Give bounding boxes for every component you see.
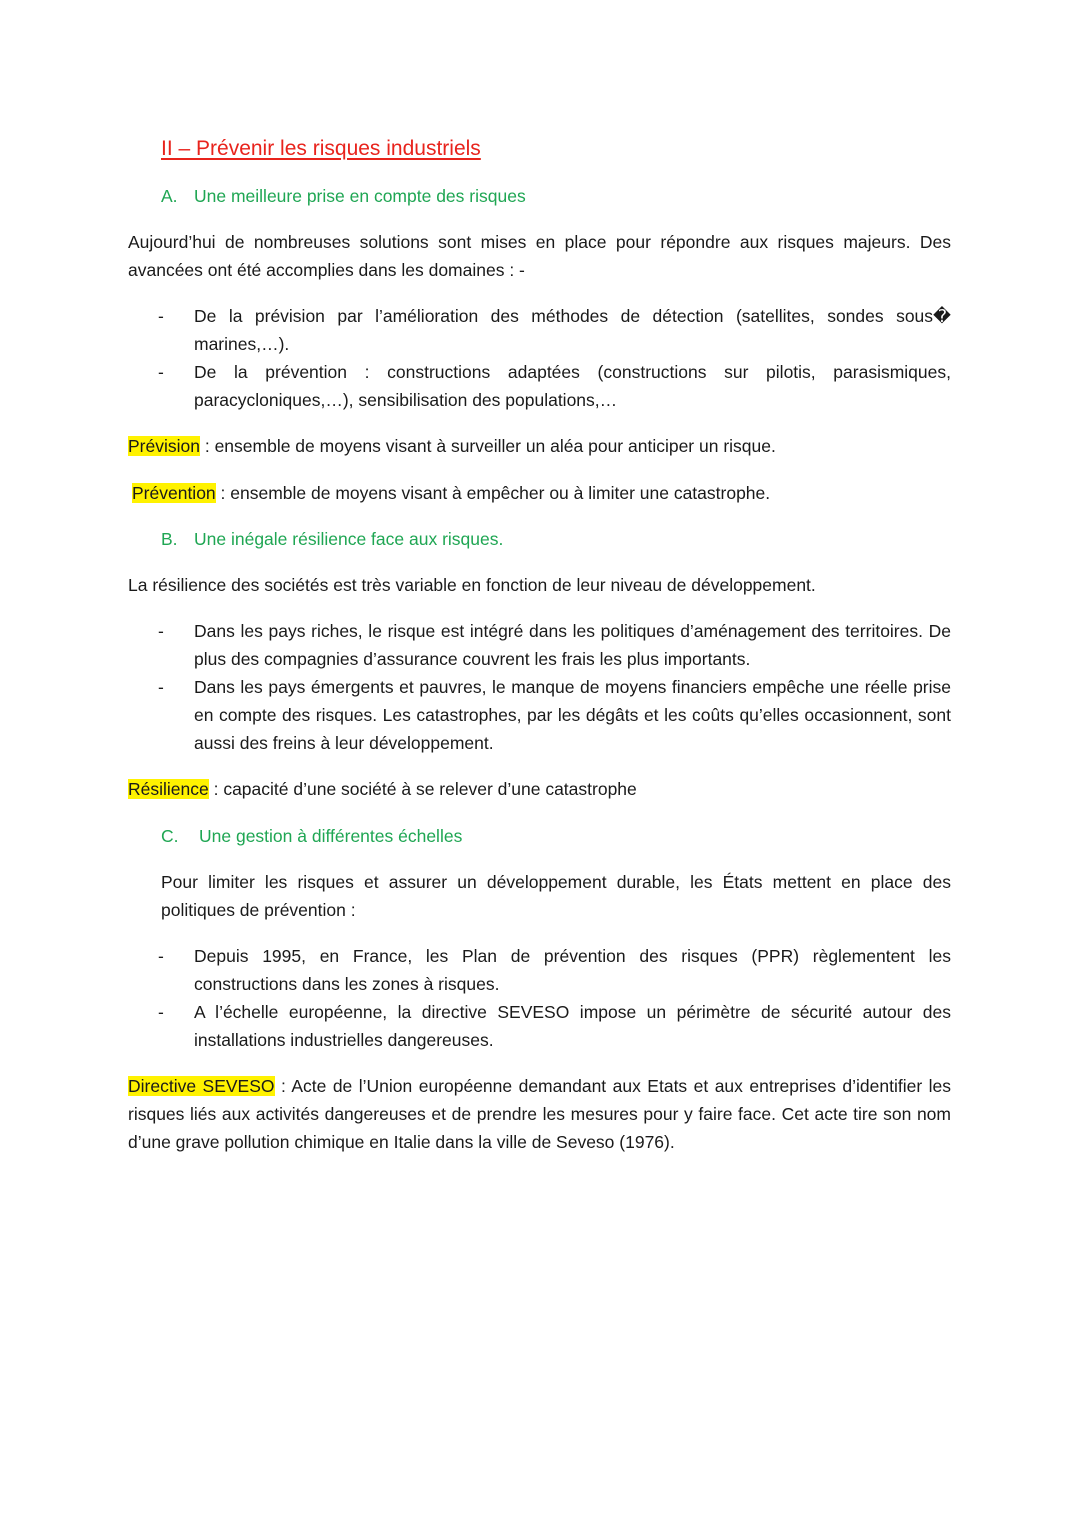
definition-term: Prévision <box>128 436 200 456</box>
section-a-heading <box>161 182 526 210</box>
definition-resilience: Résilience : capacité d’une société à se relever d’une catastrophe <box>128 779 637 799</box>
section-a-bullets <box>128 302 951 414</box>
definition-term: Résilience <box>128 779 209 799</box>
definition-prevention: Prévention : ensemble de moyens visant à empêcher ou à limiter une catastrophe. <box>132 483 771 503</box>
list-item: - Dans les pays émergents et pauvres, le manque de moyens financiers empêche une réelle prise en compte des risques. Les catastrophes, par les dégâts et les coûts qu’elles occasionnent, sont aussi des freins à leur développement. <box>158 677 951 753</box>
section-b-intro: La résilience des sociétés est très variable en fonction de leur niveau de développement. <box>128 575 816 595</box>
section-b-bullets <box>128 617 951 757</box>
section-a-letter: A. <box>161 186 178 206</box>
list-item: - De la prévention : constructions adaptées (constructions sur pilotis, parasismiques, paracycloniques,…), sensibilisation des populations,… <box>158 362 951 410</box>
section-b-letter: B. <box>161 529 178 549</box>
list-item: - Depuis 1995, en France, les Plan de prévention des risques (PPR) règlementent les constructions dans les zones à risques. <box>158 946 951 994</box>
section-c-bullets <box>128 942 951 1054</box>
definition-seveso: Directive SEVESO : Acte de l’Union européenne demandant aux Etats et aux entreprises d’identifier les risques liés aux activités dangereuses et de prendre les mesures pour y faire face. Cet acte tire son nom d’une grave pollution chimique en Italie dans la ville de Seveso (1976). <box>128 1076 952 1152</box>
definition-term: Directive SEVESO <box>128 1076 275 1096</box>
definition-prevision: Prévision : ensemble de moyens visant à surveiller un aléa pour anticiper un risque. <box>128 436 776 456</box>
section-c-title: Une gestion à différentes échelles <box>199 826 463 846</box>
page-title: II – Prévenir les risques industriels <box>161 137 481 160</box>
section-a-title: Une meilleure prise en compte des risques <box>194 186 526 206</box>
list-item: - De la prévision par l’amélioration des méthodes de détection (satellites, sondes sous� marines,…). <box>158 306 951 354</box>
section-b-title: Une inégale résilience face aux risques. <box>194 529 504 549</box>
definition-term: Prévention <box>132 483 216 503</box>
section-a-intro: Aujourd’hui de nombreuses solutions sont mises en place pour répondre aux risques majeurs. Des avancées ont été accomplies dans les domaines : - <box>128 232 951 280</box>
section-c-letter: C. <box>161 826 179 846</box>
section-c-heading <box>161 822 462 850</box>
list-item: - A l’échelle européenne, la directive SEVESO impose un périmètre de sécurité autour des installations industrielles dangereuses. <box>158 1002 951 1050</box>
section-c-intro: Pour limiter les risques et assurer un développement durable, les États mettent en place des politiques de prévention : <box>161 872 951 920</box>
section-b-heading <box>161 525 503 553</box>
list-item: - Dans les pays riches, le risque est intégré dans les politiques d’aménagement des territoires. De plus des compagnies d’assurance couvrent les frais les plus importants. <box>158 621 951 669</box>
